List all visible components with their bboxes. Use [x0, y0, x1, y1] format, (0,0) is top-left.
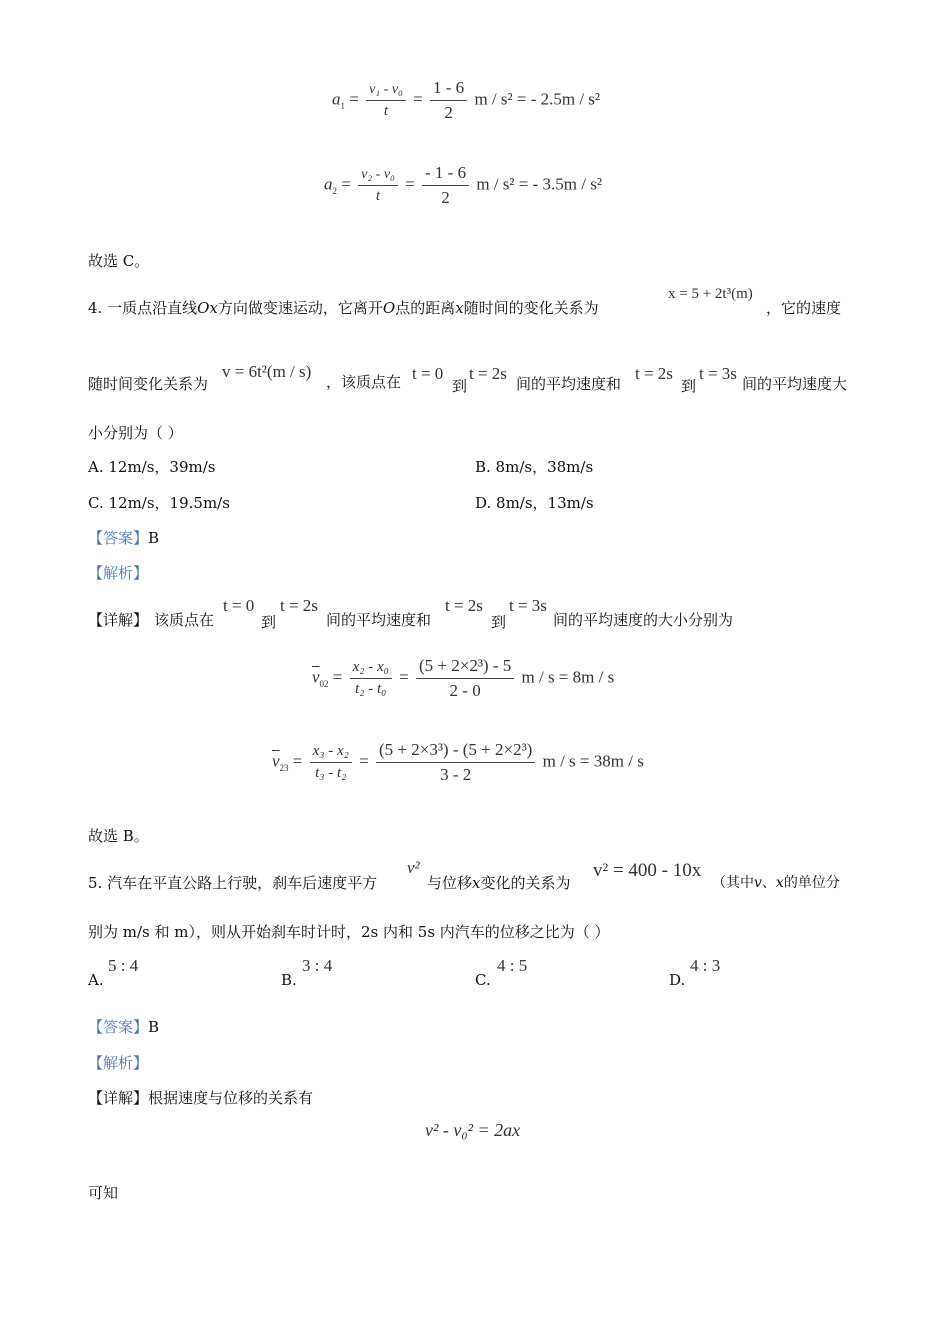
v02-sub: 02 — [319, 678, 329, 689]
q5-v: v — [754, 875, 762, 891]
q4-line2-b: ，该质点在 — [326, 373, 402, 391]
q5-know: 可知 — [88, 1184, 119, 1202]
q4-line2-a: 随时间变化关系为 — [88, 375, 209, 393]
v23-den: t₃ - t₂ — [315, 765, 347, 781]
q4-answer-value: B — [148, 529, 160, 547]
q4-line1-x: x — [455, 299, 464, 317]
eq-a1-den2: 2 — [444, 103, 453, 122]
v23-den2: 3 - 2 — [440, 765, 472, 784]
q5-option-c-label[interactable]: C. — [475, 971, 491, 989]
eq-a1-num2: 1 - 6 — [430, 78, 467, 101]
v23-fraction-2 — [376, 740, 535, 785]
q4-line1-e: ，它的速度 — [766, 299, 842, 317]
choose-c-text: 故选 C。 — [88, 252, 150, 270]
q4-detail-to-2: 到 — [491, 613, 507, 631]
v23-fraction-1 — [310, 743, 352, 782]
q4-line1-c: 点的距离 — [395, 299, 456, 317]
q4-detail-c: 间的平均速度的大小分别为 — [553, 611, 734, 629]
q4-to-1: 到 — [452, 377, 468, 395]
q4-option-b[interactable]: B. 8m/s，38m/s — [475, 458, 594, 476]
q4-t2: t = 2s — [469, 364, 507, 383]
v02-num2: (5 + 2×2³) - 5 — [416, 656, 514, 679]
q5-line-2: 别为 m/s 和 m），则从开始刹车时计时，2s 内和 5s 内汽车的位移之比为（ ） — [88, 923, 610, 941]
q4-option-d[interactable]: D. 8m/s，13m/s — [475, 494, 594, 512]
q5-answer-tag: 【答案】 — [88, 1018, 149, 1036]
eq-a1-unit: m / s² — [474, 89, 513, 109]
v02-den: t₂ - t₀ — [355, 681, 387, 697]
q5-line1-d-text: （其中 — [712, 875, 754, 891]
eq-a2-num2: - 1 - 6 — [422, 163, 469, 186]
q4-formula-x: x = 5 + 2t³(m) — [668, 286, 753, 302]
q4-t2b: t = 2s — [635, 364, 673, 383]
v02-lhs: $\overline{v}$ — [312, 667, 320, 687]
q5-option-b[interactable]: 3 : 4 — [302, 956, 333, 975]
q4-line1-a: 4. 一质点沿直线 — [88, 299, 198, 317]
v02-num: x₂ - x₀ — [350, 659, 392, 679]
eq-a1-fraction-2 — [430, 78, 467, 123]
q5-line1-c: 变化的关系为 — [480, 874, 571, 892]
q4-detail-t2: t = 2s — [280, 596, 318, 615]
eq-a1-den: t — [383, 102, 389, 119]
equation-a1: $a_1$ = $\frac{\text{v₁ - v₀}}{t}$ = $\frac{1 - 6}{2}$ m / s² = - 2.5m / s² — [332, 78, 601, 122]
v02-result: m / s = 8m / s — [521, 667, 615, 687]
q5-answer — [88, 1017, 159, 1037]
q5-answer-value: B — [148, 1018, 160, 1036]
q4-choose: 故选 B。 — [88, 827, 149, 845]
q4-detail-t3: t = 3s — [509, 596, 547, 615]
q4-line1-o: O — [382, 299, 396, 317]
eq-a2-fraction-1 — [358, 167, 398, 205]
equation-v23: $\overline{v}_{23}$ = $\frac{\text{x₃ - x₂}}{\text{t₃ - t₂}}$ = $\frac{\text{(5 + 2×3³) - (5 + 2×2³)}}{3 - 2}$ m / s = 38m / s — [272, 740, 644, 784]
q4-detail-to-1: 到 — [261, 613, 277, 631]
q4-line1-ox: Ox — [197, 299, 218, 317]
eq-a2-result: = - 3.5m / s² — [518, 174, 602, 194]
q4-detail-b: 间的平均速度和 — [326, 611, 432, 629]
q5-option-a-label[interactable]: A. — [88, 971, 104, 989]
q5-option-b-label[interactable]: B. — [281, 971, 297, 989]
q5-x: x — [472, 874, 481, 892]
eq-a2-den2: 2 — [441, 188, 450, 207]
eq-a2-lhs-sub: 2 — [332, 185, 337, 196]
v23-lhs: $\overline{v}$ — [272, 751, 280, 771]
eq-a2-fraction-2 — [422, 163, 469, 208]
q4-t0: t = 0 — [412, 364, 444, 383]
eq-a2-den: t — [375, 187, 381, 204]
q4-line-1 — [88, 298, 599, 318]
q5-detail-text: 根据速度与位移的关系有 — [148, 1089, 314, 1107]
eq-a1-fraction-1 — [366, 82, 406, 120]
q5-detail — [88, 1088, 313, 1108]
q5-option-d-label[interactable]: D. — [669, 971, 686, 989]
v23-sub: 23 — [279, 762, 289, 773]
q5-option-c[interactable]: 4 : 5 — [497, 956, 528, 975]
q5-line1-d — [712, 873, 840, 893]
q5-equation: v² - v₀² = 2ax — [425, 1120, 521, 1140]
v23-num: x₃ - x₂ — [310, 743, 352, 763]
v02-fraction-2 — [416, 656, 514, 701]
q5-formula: v² = 400 - 10x — [593, 860, 702, 881]
q5-option-a[interactable]: 5 : 4 — [108, 956, 139, 975]
q4-answer-tag: 【答案】 — [88, 529, 149, 547]
q5-line1-b — [427, 873, 571, 893]
q4-line-3: 小分别为（ ） — [88, 424, 183, 442]
q4-to-2: 到 — [681, 377, 697, 395]
equation-a2: $a_2$ = $\frac{\text{v₂ - v₀}}{t}$ = $\frac{- 1 - 6}{2}$ m / s² = - 3.5m / s² — [324, 163, 602, 207]
q5-line1-a: 5. 汽车在平直公路上行驶，刹车后速度平方 — [88, 874, 378, 892]
eq-a2-unit: m / s² — [476, 174, 515, 194]
q4-option-c[interactable]: C. 12m/s，19.5m/s — [88, 494, 230, 512]
q4-analysis-tag: 【解析】 — [88, 564, 149, 582]
v02-den2: 2 - 0 — [449, 681, 481, 700]
equation-v02: $\overline{v}_{02}$ = $\frac{\text{x₂ - x₀}}{\text{t₂ - t₀}}$ = $\frac{\text{(5 + 2×2³) - 5}}{2 - 0}$ m / s = 8m / s — [312, 656, 615, 700]
q4-line1-b: 方向做变速运动，它离开 — [217, 299, 383, 317]
eq-a1-result: = - 2.5m / s² — [516, 89, 601, 109]
q4-option-a[interactable]: A. 12m/s，39m/s — [88, 458, 216, 476]
q4-detail-tag: 【详解】 — [88, 611, 149, 629]
q5-option-d[interactable]: 4 : 3 — [690, 956, 721, 975]
q5-line1-b-text: 与位移 — [427, 874, 473, 892]
q5-analysis-tag: 【解析】 — [88, 1054, 149, 1072]
v02-fraction-1 — [350, 659, 392, 698]
v23-result: m / s = 38m / s — [542, 751, 644, 771]
q4-t3: t = 3s — [699, 364, 737, 383]
q4-line2-c: 间的平均速度和 — [516, 375, 622, 393]
q5-v2: v² — [407, 858, 420, 877]
eq-a1-lhs: a — [332, 89, 341, 109]
q4-line1-d: 随时间的变化关系为 — [463, 299, 599, 317]
q4-line2-d: 间的平均速度大 — [742, 375, 848, 393]
q4-detail-t2b: t = 2s — [445, 596, 483, 615]
q5-detail-tag: 【详解】 — [88, 1089, 149, 1107]
eq-a2-lhs: a — [324, 174, 333, 194]
eq-a1-lhs-sub: 1 — [340, 100, 345, 111]
eq-a1-num: v₁ - v₀ — [366, 82, 406, 101]
eq-a2-num: v₂ - v₀ — [358, 167, 398, 186]
q5-line1-e: 的单位分 — [783, 875, 840, 891]
q5-x2: x — [775, 875, 784, 891]
q4-formula-v: v = 6t²(m / s) — [222, 362, 312, 381]
v23-num2: (5 + 2×3³) - (5 + 2×2³) — [376, 740, 535, 763]
q4-answer — [88, 528, 159, 548]
q5-sep: 、 — [761, 875, 776, 891]
q4-detail-a: 该质点在 — [154, 611, 215, 629]
q4-detail-t0: t = 0 — [223, 596, 255, 615]
